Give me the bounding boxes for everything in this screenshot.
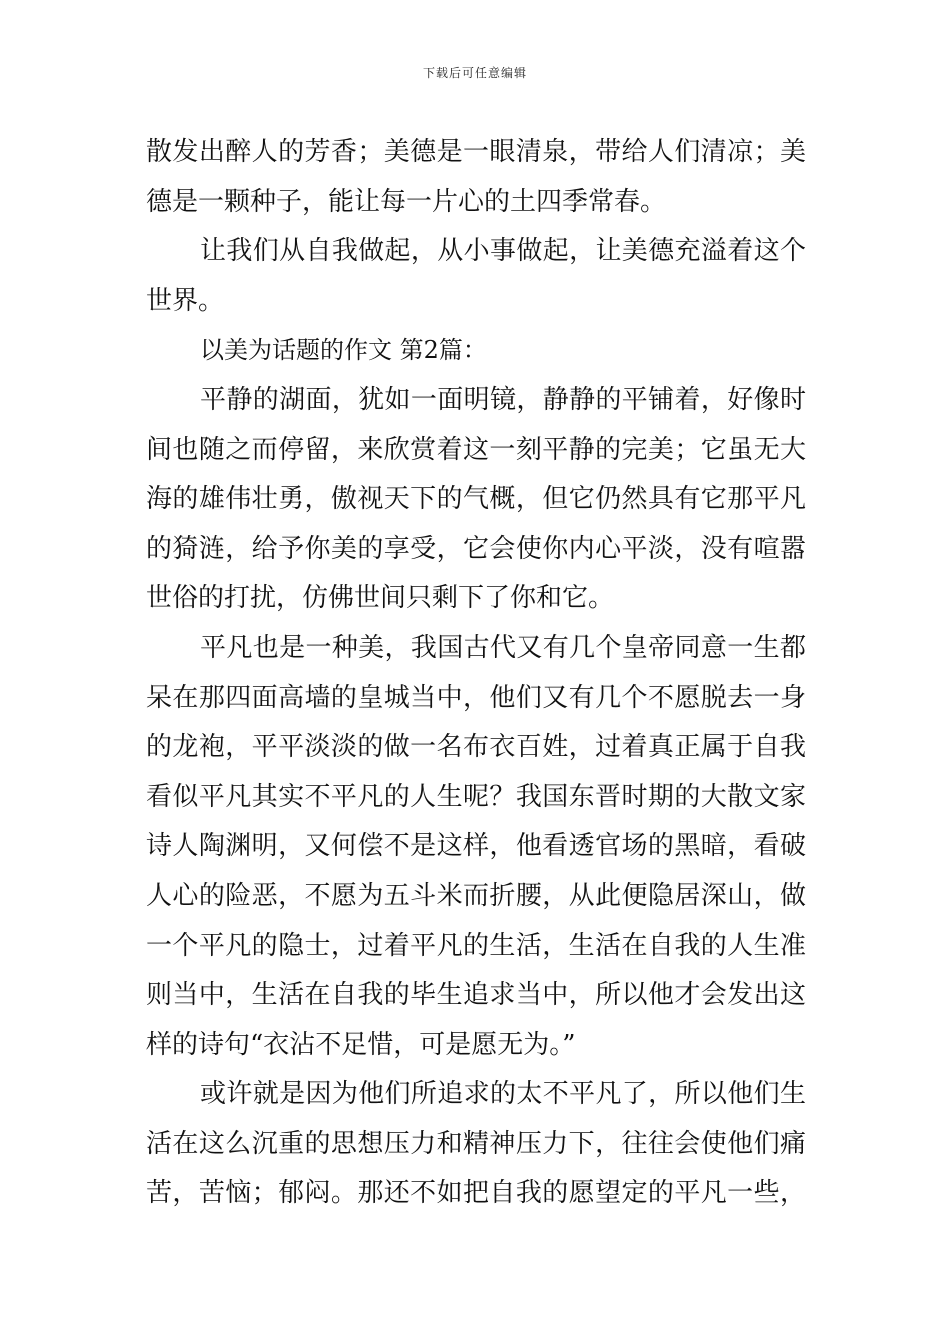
text-line: 世界。 [146,285,225,316]
document-body [146,128,806,1219]
page-header: 下载后可任意编辑 [422,66,527,80]
text-line: 海的雄伟壮勇，傲视天下的气概，但它仍然具有它那平凡 [146,484,806,515]
text-line: 苦，苦恼；郁闷。那还不如把自我的愿望定的平凡一些， [146,1178,806,1209]
text-line: 活在这么沉重的思想压力和精神压力下，往往会使他们痛 [146,1128,806,1159]
text-line: 世俗的打扰，仿佛世间只剩下了你和它。 [146,583,615,614]
text-line: 诗人陶渊明，又何偿不是这样，他看透官场的黑暗，看破 [146,831,806,862]
text-line: 德是一颗种子，能让每一片心的土四季常春。 [146,186,667,217]
text-line: 让我们从自我做起，从小事做起，让美德充溢着这个 [200,236,806,267]
text-line: 或许就是因为他们所追求的太不平凡了，所以他们生 [200,1079,806,1110]
text-line: 散发出醉人的芳香；美德是一眼清泉，带给人们清凉；美 [146,137,806,167]
text-line: 看似平凡其实不平凡的人生呢？我国东晋时期的大散文家 [146,781,806,812]
section-heading: 以美为话题的作文 第2篇： [200,336,487,365]
text-line: 的龙袍，平平淡淡的做一名布衣百姓，过着真正属于自我 [146,732,806,763]
text-line: 平静的湖面，犹如一面明镜，静静的平铺着，好像时 [200,384,806,415]
text-line: 的猗涟，给予你美的享受，它会使你内心平淡，没有喧嚣 [146,533,806,564]
text-line: 人心的险恶，不愿为五斗米而折腰，从此便隐居深山，做 [146,880,806,911]
text-line: 呆在那四面高墙的皇城当中，他们又有几个不愿脱去一身 [146,682,806,713]
text-line: 平凡也是一种美，我国古代又有几个皇帝同意一生都 [200,632,806,663]
text-line: 则当中，生活在自我的毕生追求当中，所以他才会发出这 [146,980,806,1011]
text-line: 样的诗句“衣沾不足惜，可是愿无为。” [146,1029,576,1060]
text-line: 一个平凡的隐士，过着平凡的生活，生活在自我的人生准 [146,930,806,961]
text-line: 间也随之而停留，来欣赏着这一刻平静的完美；它虽无大 [146,434,806,465]
